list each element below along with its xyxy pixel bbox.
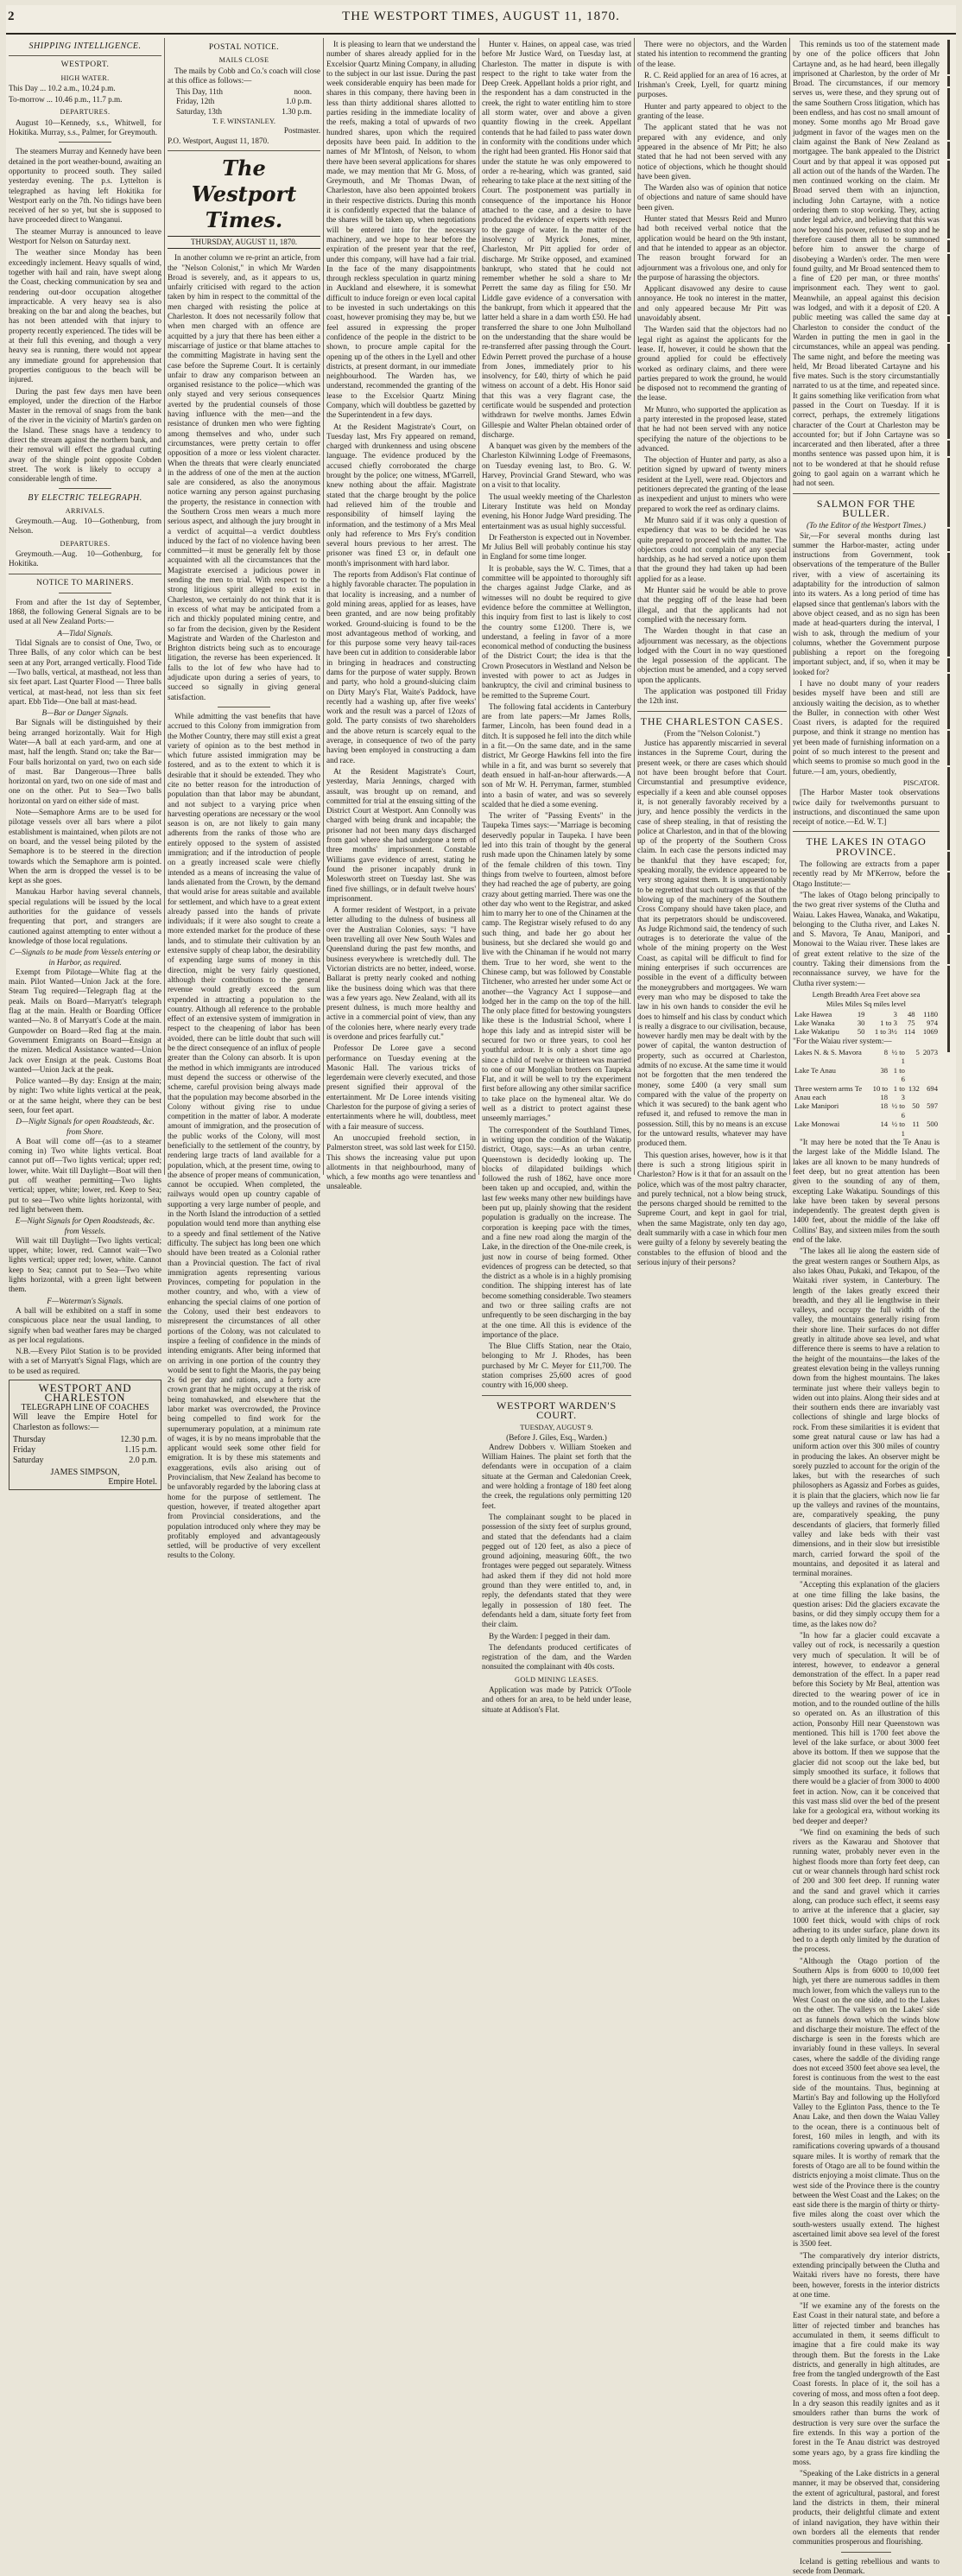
coaches-subtitle: TELEGRAPH LINE OF COACHES: [21, 1402, 149, 1412]
lakes-paragraph: "The lakes all lie along the eastern side of the great western ranges or Southern Alps, as also lakes Ohau, Pukaki, and Tekapou, of the Waitaki river system, in Canterbury. The length of the lakes greatly exceed their breadth, and they all lie lengthwise in their valleys, and occupy the full width of the valley, the mountains generally rising from their shore line. Their surfaces do not differ greatly in altitude above sea level, and what difference there is seems to have a relation to the height of the mountains—the lakes of the greatest elevation being in the valleys running down from the highest mountains. The lakes terminate just where their valleys begin to widen out into plains. Along their sides and at their southern ends there are invariably vast collections of shingle and large blocks of rock. From these similarities it is evident that some great natural cause or law has had a uniform action over this 300 miles of country in producing the lakes. An observer might be sorely puzzled to account for the origin of the lakes, but with the researches of such philosophers as Agassiz and Forbes as guides, it is plain that the glaciers, which now lie far up the valleys and ravines of the mountains, are, comparatively speaking, the puny descendants of glaciers, that formerly filled valley and lake beds with their vast dimensions, and in their slow but irresistible march, carried forward the spoil of the mountains, and deposited it as lateral and terminal moraines.: [793, 1247, 940, 1578]
binding-edge: [942, 40, 954, 1173]
divider: [9, 55, 161, 56]
coaches-title: WESTPORT AND CHARLESTON: [38, 1381, 132, 1405]
coach-time-row: Saturday 2.0 p.m.: [13, 1455, 157, 1465]
departures-heading: DEPARTURES.: [60, 108, 111, 117]
wardens-court-paragraph: Hunter stated that Messrs Reid and Munro had both received verbal notice that the application would be heard on the 9th instant, and that he intended to appear as an objector. The reason brought forward for an adjournment was a frivolous one, and only for the purpose of harassing the objectors.: [637, 214, 787, 282]
wardens-court-paragraph: There were no objectors, and the Warden stated his intention to recommend the granting of the lease.: [637, 40, 787, 68]
lakes-title: THE LAKES IN OTAGO PROVINCE.: [806, 835, 927, 858]
wardens-court-title: WESTPORT WARDEN'S COURT.: [497, 1399, 617, 1421]
table-row: Lake Te Anau 38 1 to 6: [794, 1065, 905, 1084]
port-heading: WESTPORT.: [60, 60, 110, 70]
wardens-court-paragraph: The objection of Hunter and party, as also a petition signed by upward of twenty miners resident at the Lyell, were read. Objectors and petitioners deprecated the granting of the lease as inexpedient and unjust to miners who were prepared to work the reef as ordinary claims.: [637, 455, 787, 513]
divider: [482, 1395, 631, 1396]
table-row: Lake Monowai 14 ½ to 1 11 500: [794, 1120, 938, 1138]
news-paragraph: A former resident of Westport, in a private letter alluding to the dulness of business all over the Australian Colonies, says: "I have been travelling all over New South Wales and Queensland during the past few months, and business everywhere is wretchedly dull. The Victorian districts are no better, indeed, worse. Ballarat is pretty nearly cooked and nothing like the business doing which was that there was a few years ago. New Zealand, with all its present dulness, is much more healthy and active in a commercial point of view, than any of the colonies here, where nearly every trade is overdone and prices fearfully cut.": [326, 905, 476, 1041]
postal-signature: T. F. WINSTANLEY.: [212, 117, 275, 126]
divider: [59, 488, 111, 489]
charleston-paragraph: Justice has apparently miscarried in several instances in the Supreme Court, during the present week, or there are cases which should not have been brought before that Court. Circumstantial and presumptive evidence, especially if a keen and able counsel opposes it, is not generally favorably received by a jury, and hence possibly the verdicts in the case of sheep stealing, in that of resisting the police at Charleston, and in that of the blowing up of the property of the Southern Cross claim. In each case the persons indicted may be thankful that they have escaped; for, speaking morally, the evidence appeared to be very strong against them. It is unquestionably to be regretted that such outrages as that of the blowing up of the machinery of the Southern Cross Company should have taken place, and that its perpetrators should be undiscovered. As Judge Richmond said, the tendency of such outrages is to deteriorate the value of the whole of the mining property on the West Coast, as capital will be difficult to find for mining enterprises if such occurrences are possible in the event of a difficulty between the moneygrubbers and mortgagees. We warn every man who may be disposed to take the law in his own hands to consider the evil he does to himself and his class by conduct which is really a disgrace to our civilisation, because, however hardly men may be dealt with by the power of capital, the wanton destruction of property, such as occurred at Charleston, admits of no excuse. At the same time it would not be forgotten that the men tendered the money, some £400 (a very small sum compared with the value of the property on which it was secured) to the bank agent who refused it, and refused to remove the man in possession. Still, this by no means is an excuse for the untoward results, whatever may have produced them.: [637, 739, 787, 1148]
coaches-hotel: Empire Hotel.: [108, 1477, 157, 1488]
news-paragraph: Hunter v. Haines, on appeal case, was tried before Mr Justice Ward, on Tuesday last, at Charleston. The matter in dispute is with respect to the right to take water from the Deep Creek. Appellant holds a prior right, and the respondent has a dam constructed in the creek, the right to water entitling him to store all storm water, over and above a given quantity flowing in the creek. Appellant contends that he had failed to pass water down in conformity with the conditions under which the right had been granted. His Honor said that under the statute he was only empowered to order a re-hearing, which was granted, said rehearing to take place at the next sitting of the Court. The postponement was partially in consequence of the importance his Honor attached to the case, and a desire to have produced the evidence of experts with respect to the gauge of water. In the matter of the insolvency of Myrick Jones, miner, Charleston, Mr Pitt applied for order of discharge. Mr Strike opposed, and examined bankrupt, who stated that he could not remember whether he sold a share to Mr Perrett the same day as filing for £50. Mr Liddle gave evidence of a conversation with the bankrupt, from which it appeared that the latter held a share in a dam worth £50. He had transferred the share to one John Mulholland on the understanding that the share would be re-transferred after passing through the Court. Edwin Perrett proved the purchase of a house from Jones, immediately prior to his insolvency, for £40, thirty of which he paid witness on account of a debt. His Honor said that this was a very flagrant case, the certificate would be suspended and protection withdrawn for twelve months. James Edwin Gillespie and Walter Phelan obtained order of discharge.: [482, 40, 631, 439]
news-paragraph: The usual weekly meeting of the Charleston Literary Institute was held on Monday evening, his Honor Judge Ward presiding. The entertainment was as usual highly successful.: [482, 492, 631, 530]
coaches-proprietor: JAMES SIMPSON,: [50, 1467, 120, 1477]
leader-paragraph: In another column we re-print an article, from the "Nelson Colonist," in which Mr Warden Broad is severely, and, as it appears to us, unfairly criticised with regard to the action taken by him in respect to the committal of the men charged with resisting the police at Charleston. It does not necessarily follow that when men charged with an offence are acquitted by a jury that there has been either a miscarriage of justice or that blame attaches to the committing Magistrate in having sent the case before the Supreme Court. It is certainly unfair to draw any comparison between an organised resistance to the police—which was only stayed and very serious consequences averted by the prudential counsels of those having influence with the men—and the resistance of drunken men who were fighting among themselves and who, under such circumstances, were pretty certain to offer opposition of a more or less violent character. When the threats that were clearly enunciated in the address of one of the men at the auction sale are considered, as also the anonymous notice warning any person against purchasing the property, the resistance in connection with the Southern Cross men wears a much more serious aspect, and although the jury brought in a verdict of acquittal—a verdict doubtless induced by the fact of no violence having been committed—it must be generally felt by those acquainted with all the circumstances that the Magistrate exercised a judicious power in sending the men to trial. With respect to the strong litigious spirit alleged to exist in Charleston, we certainly do not think that it is in excess of what may be anticipated from a rich and thickly populated mining centre, and so far from the decision, given by the Resident Magistrate and Warden of the Charleston and Brighton districts being such as to encourage litigation, the reverse has been experienced. It falls to the lot of few who have had to adjudicate upon during a series of years, to succeed so signally in giving general satisfaction.: [168, 253, 320, 701]
wardens-court-paragraph: Hunter and party appeared to object to the granting of the lease.: [637, 101, 787, 121]
wardens-court-before: (Before J. Giles, Esq., Warden.): [506, 1432, 607, 1442]
table-row: Lake Wakatipu 50 1 to 3½ 114 1069: [794, 1027, 938, 1037]
leader-paragraph: While admitting the vast benefits that have accrued to this Colony from immigration from the Mother Country, there may still exist a great variety of opinion as to the best method in which future assisted immigration may be fostered, and as to the extent to which it is desirable that it should be extended. They who cite no better reason for the introduction of population than that labor may be abundant, and not subject to a varying price when harvesting operations are necessary or the wool season is on, are not likely to gain many adherents from the ranks of those who are entirely opposed to the system of assisted immigration; and if the introduction of people on a greatly increased scale were chiefly intended as a means of increasing the value of lands alienated from the Crown, by the demand that would arise for areas suitable and available for settlement, and which have to a great extent already passed into the hands of private individuals; if it were also sought to create a more extended market for the produce of these lands, and to stimulate their cultivation by an extensive supply of cheap labor, the desirability of expending large sums of money in this direction, might be very fairly questioned, although their contributions to the general revenue would greatly exceed the sum expended in attracting a population to the country. Although all reference to the probable effect of an extensive system of immigration in respect to the cheapening of labor has been avoided, there can be little doubt that such will be the direct consequence of an influx of people greater than the Colony can absorb. It is upon the method in which immigrants are introduced must depend the success or otherwise of the scheme, careful provision being always made that the population may become absorbed in the Colony without giving rise to undue competition in the matter of labor. A moderate amount of immigration, and the prosecution of the public works of the Colony, will most beneficially to the settlement of the country, by rendering large tracts of land available for a population, which, at the present time, owing to the absence of proper means of communication, cannot be occupied. When completed, the railways would open up country capable of supporting a very large number of people, and in the North Island the introduction of a settled population would tend more than anything else to a speedy and final settlement of the Native difficulty. The subject has long been one which should have been treated as a Colonial rather than a Provincial question. The fact of rival immigration agents representing various Provinces, competing for population in the mother country, and who, with a view of enhancing the special claims of one portion of the Colony, used their best endeavors to misrepresent the circumstances of all other portions of the Colony, was not calculated to inspire a feeling of confidence in the minds of intending emigrants. After being informed that on arriving in one portion of the country they would be sent to fight the Maoris, the pay being 2s 6d per day and rations, and a forty acre crown grant that he might occupy at the risk of being tomahawked, and elsewhere that the labor market was overcrowded, the Province being compelled to find work for the supernumerary population, at a minimum rate of wages, it is by no means improbable that the applicant would seek some other field for emigration. It is by these mis statements and exaggerations, evils also arising out of Provincialism, that New Zealand has become to be unfavorably regarded by the laboring class at home for the purpose of settlement. The question, however, if treated altogether apart from Provincial considerations, and the population introduced only where they may be profitably employed and advantageously settled, will be productive of very excellent results to the Colony.: [168, 711, 320, 1560]
mariners-police: Police wanted—By day: Ensign at the main; by night: Two white lights vertical at the peak, or at the same height, where they can be best seen, four feet apart.: [9, 1076, 161, 1114]
lakes-paragraph: "The comparatively dry interior districts, extending principally between the Clutha and Waitaki rivers have no forests, there have been, however, forests in the interior districts at one time.: [793, 2250, 940, 2299]
lakes-paragraph: "It may here be noted that the Te Anau is the largest lake of the Middle Island. The lakes are all known to be many hundreds of feet deep, but no great attention has been given to the sounding of any of them, excepting Lake Wakatipu. Soundings of this lake have been taken by several persons independently. The greatest depth given is 1400 feet, about the middle of the lake off Collins' Bay, and sixteen miles from the south end of the lake.: [793, 1138, 940, 1245]
mariners-intro: From and after the 1st day of September, 1868, the following General Signals are to be used at all New Zealand Ports:—: [9, 597, 161, 626]
leader-dateline: THURSDAY, AUGUST 11, 1870.: [168, 236, 320, 249]
news-paragraph: It is probable, says the W. C. Times, that a committee will be appointed to thoroughly sift the charges against Judge Clarke, and as witnesses will no doubt be required to give evidence before the committee at Wellington, this inquiry from first to last is likely to cost the country some £1200. There is, we understand, a feeling in favor of a more economical method of conducting the business of the District Court; the idea is that the Crown Prosecutors in Westland and Nelson be invested with power to act as Judges in bankruptcy, the civil and criminal business to be remitted to the Supreme Court.: [482, 563, 631, 700]
masthead-title: THE WESTPORT TIMES, AUGUST 11, 1870.: [342, 10, 620, 23]
charleston-paragraph: This reminds us too of the statement made by one of the police officers that John Cartayne and, as he had heard, been illegally imprisoned at Charleston, by the order of Mr Broad. The circumstances, if our memory serves us, were these, and they sprung out of the same Southern Cross litigation, which has been endless, and has cost no small amount of money. Some months ago Mr Broad gave judgment in favor of the wages men on the claim against the Bank of New Zealand as mortgagee. The bank appealed to the District Court and by that appeal it was opposed put all action out of the hands of the Warden. The men continued working on the claim. Mr Broad served them with an injunction, including John Cartayne, with a notice ordering them to stop working. They, acting under legal advice, and believing that this was now beyond his power, refused to stop and he therefore caused them all to be summoned before him to answer the charge of disobeying a Warden's order. The men were found guilty, and Mr Broad sentenced them to a fine of £20 per man, or three months' imprisonment each. They went to gaol. Meanwhile, an appeal against this decision was lodged, and with it a deposit of £20. A public meeting was called the same day at Charleston to consider the conduct of the Warden in putting the men in gaol in the circumstances, while an appeal was pending. The same night, and before the meeting was held, Mr Broad liberated Cartayne and his five mates. Such is the story circumstantially narrated to us at the time, and repeated since. It gains something like verification from what passed in the Court on Tuesday. If it is correct, perhaps, the extremely litigations character of the Court at Charleston may be accounted for; but if John Cartayne was so incarcerated and then liberated, after a three months sentence was passed upon him, it is not to be wondered at that he should refuse going to gaol again on a warrant which he had not seen.: [793, 40, 940, 488]
iceland-paragraph: Iceland is getting rebellious and wants to secede from Denmark.: [793, 2556, 940, 2575]
lakes-table-header: Length Breadth Area Feet above sea: [812, 989, 921, 999]
lakes-paragraph: "If we examine any of the forests on the East Coast in their natural state, and before a litter of rejected timber and branches has accumulated in them, it seems difficult to imagine that a fire could make its way through them. But the forests in the Lake districts, and generally in high altitudes, are free from the tangled undergrowth of the East Coast forests. In place of it, the soil has a covering of moss, and moss often a foot deep. In a dry season this readily ignites and as it smoulders rather than burns the work of destruction is very sure over the surface the fire extends. In this way a portion of the forest in the Te Anau district was destroyed some years ago, by a grass fire kindling the moss.: [793, 2301, 940, 2466]
postal-time-row: Saturday, 13th 1.30 p.m.: [176, 106, 312, 116]
lakes-waiau-label: "For the Waiau river system:—: [793, 1036, 892, 1045]
wardens-court-paragraph: Mr Hunter said he would be able to prove that the pegging off of the lease had been illegal, and that the applicants had not complied with the necessary form.: [637, 586, 787, 624]
high-water-today: This Day ... 10.2 a.m., 10.24 p.m.: [9, 83, 116, 92]
divider: [637, 711, 787, 712]
gold-leases-heading: GOLD MINING LEASES.: [515, 1675, 598, 1684]
lakes-table-units: Miles Miles Sq miles level: [826, 999, 907, 1009]
wardens-court-paragraph: R. C. Reid applied for an area of 16 acres, at Irishman's Creek, Lyell, for quartz mining purposes.: [637, 70, 787, 99]
telegraph-departures-text: Greymouth.—Aug. 10—Gothenburg, for Hokitika.: [9, 549, 161, 568]
high-water-heading: HIGH WATER.: [60, 73, 110, 82]
coach-time-row: Friday 1.15 p.m.: [13, 1444, 157, 1455]
mariners-nb: N.B.—Every Pilot Station is to be provided with a set of Marryatt's Signal Flags, which are to be used as required.: [9, 1347, 161, 1375]
divider: [793, 493, 940, 494]
coaches-advertisement: [9, 1380, 161, 1490]
salmon-to-editor: (To the Editor of the Westport Times.): [807, 521, 926, 530]
lakes-paragraph: The following are extracts from a paper recently read by Mr M'Kerrow, before the Otago Institute:—: [793, 860, 940, 888]
mariners-note: Note—Semaphore Arms are to be used for pilotage vessels over all bars where a pilot establishment is maintained, when pilots are not on board, and the vessel being piloted by the Semaphore is to be steered in the direction towards which the Semaphore arm is pointed. When the arm is dropped the vessel is to be kept as she goes.: [9, 808, 161, 885]
divider: [59, 142, 111, 143]
column-3: [324, 40, 478, 1191]
wardens-court-paragraph: By the Warden: I pegged in their dam.: [489, 1631, 611, 1640]
column-2: [165, 40, 323, 1560]
salmon-paragraph: I have no doubt many of your readers besides myself have been and still are anxiously waiting the decision, as to whether the Buller, in connection with other West Coast rivers, is adapted for the required purpose, and think it strange no mention has yet been made of furnishing information on a point of so much interest to the present and which seems to promise so much good in the future.—I am, yours, obediently,: [793, 679, 940, 776]
mariners-c-text: Exempt from Pilotage—White flag at the main. Pilot Wanted—Union Jack at the fore. Steam Tug required—Telegraph flag at the peak. Mails on Board—Marryatt's telegraph flag at the main. Health or Boarding Officer wanted—No. 8 of Marryatt's Code at the main. Gunpowder on Board—Red flag at the main. Government Emigrants on Board—Ensign at the mizen. Medical Assistance wanted—Union Jack over Ensign at the peak. Customs Boat wanted—Union Jack at the peak.: [9, 967, 161, 1074]
telegraph-heading: BY ELECTRIC TELEGRAPH.: [28, 493, 142, 504]
news-paragraph: It is pleasing to learn that we understand the number of shares already applied for in the Excelsior Quartz Mining Company, in alluding to the subject in our last issue. During the past week considerable enquiry has been made for shares in this company, there having been in less than thirty additional shares allotted to parties residing in the immediate locality of the reefs, making a total of upwards of two hundred shares, upon which the required deposits have been paid. In addition to the names of Mr M'Intosh, of Nelson, to whom there have been several applications for shares made, we may mention that Mr G. Moss, of Greymouth, and Mr Thomas Dwan, of Charleston, have also been appointed brokers in their respective districts. During this month it is confidently expected that the balance of the shares will be taken up, when negotiations will be entered into for the necessary machinery, and we hope to hear before the expiration of the present year that the reef, under this company, will have had a fair trial. In the face of the many disappointments through reckless speculation in quartz mining in Auckland and elsewhere, it is somewhat difficult to induce foreign or even local capital to be invested in such undertakings on this coast, however promising they may be, but we feel assured in expressing the proper confidence of the people in the district to be shown, to procure ample capital for the opening up of the others in the Lyell and other districts, at present dormant, in our immediate neighbourhood. The Warden has, we understand, recommended the granting of the lease to the Excelsior Quartz Mining Company, which will doubtless be gazetted by the Superintendent in a few days.: [326, 40, 476, 420]
shipping-paragraph: The weather since Monday has been exceedingly inclement. Heavy squalls of wind, together with hail and rain, have swept along the Coast, checking communication by sea and rendering out-door occupation altogether impracticable. A very heavy sea is also breaking on the bar and along the beaches, but has not been attended with that injury to property recently experienced. The tides will be at their full this evening, and though a very heavy sea is running, there would not appear any immediate ground for apprehension that properties contiguous to the beach will be injured.: [9, 248, 161, 384]
paper-name: The Westport Times.: [191, 155, 297, 232]
lakes-paragraph: "Speaking of the Lake districts in a general manner, it may be observed that, considering the extent of agricultural, pastoral, and forest land the districts in them, their mineral products, their delightful climate and extent of inland navigation, they have within their own borders all the elements that render communities prosperous and flourishing.: [793, 2469, 940, 2547]
shipping-heading: SHIPPING INTELLIGENCE.: [28, 41, 142, 51]
masthead: [6, 7, 956, 35]
table-row: Lake Hawea 19 3 48 1180: [794, 1009, 938, 1018]
shipping-paragraph: During the past few days men have been employed, under the direction of the Harbor Master in the removal of snags from the bank of the river in the vicinity of Martin's garden on the Island. These snags have a tendency to direct the stream against the northern bank, and their removal will effect the gradual cutting away of the shingle point opposite Cobden street. The work is likely to occupy a considerable length of time.: [9, 386, 161, 484]
table-row: Lake Wanaka 30 1 to 3 75 974: [794, 1018, 938, 1027]
telegraph-arrivals-heading: ARRIVALS.: [65, 506, 105, 515]
coach-time-row: Thursday 12.30 p.m.: [13, 1434, 157, 1444]
wardens-court-paragraph: Andrew Dobbers v. William Stoeken and William Haines. The plaint set forth that the defendants were in occupation of a claim situate at the German and Caledonian Creek, and were holding a frontage of 180 feet along the creek, the regulations only permitting 120 feet.: [482, 1442, 631, 1510]
wardens-court-date: TUESDAY, AUGUST 9.: [520, 1423, 593, 1432]
news-paragraph: The reports from Addison's Flat continue of a highly favorable character. The population in that locality is increasing, and a number of gold mining areas, applied for as leases, have been granted, and are now being profitably worked. Ground-sluicing is found to be the most advantageous method of working, and for this purpose some very heavy tail-races have been cut in addition to considerable labor in bringing in headraces and constructing dams for the purpose of water supply. Brown and party, who hold a ground-sluicing claim on Dirty Mary's Flat, Waite's Paddock, have recently had a washing up, after five weeks' work and the result was a parcel of 12ozs of gold. The party consists of two shareholders and the above return is scarcely equal to the average, in consequence of two of the party having been employed in constructing a dam and race.: [326, 570, 476, 765]
postal-time-row: This Day, 11th noon.: [176, 87, 312, 97]
mariners-a-text: Tidal Signals are to consist of One, Two, or Three Balls, of any color which can be best seen at any Port, arranged vertically. Flood Tide—Two balls, vertical, at masthead, not less than six feet apart. Last Quarter Flood — Three balls vertical, at mast-head, not less than six feet apart. Ebb Tide—One ball at mast-head.: [9, 638, 161, 706]
wardens-court-paragraph: The Warden thought in that case an adjournment was necessary, as the objections lodged with the Court in no way questioned the legal possession of the applicant. The objection must be amended, and a copy served upon the applicants.: [637, 626, 787, 684]
mariners-d-title: D—Night Signals for open Roadsteads, &c. from Shore.: [16, 1117, 155, 1136]
mariners-f-title: F—Waterman's Signals.: [47, 1296, 123, 1305]
wardens-court-paragraph: The Warden said that the objectors had no legal right as against the applicants for the lease. If, however, it could be shown that the ground applied for could be effectively worked as ordinary claims, and there were parties prepared to work the ground, he would be disposed not to recommend the granting of the lease.: [637, 325, 787, 403]
table-row: Lakes N. & S. Mavora 8 ½ to 1 5 2073: [794, 1048, 938, 1066]
salmon-paragraph: Sir,—For several months during last summer the Harbor-master, acting under instructions from Government, took observations of the temperature of the Buller river, with a view of ascertaining its adaptability for the introduction of salmon into its waters. As a long period of time has elapsed since that gentleman's labors with the above object ceased, and as no sign has been made at head-quarters during the interval, I wish to ask, through the medium of your columns, whether the Government purpose publishing a report on the foregoing important subject, and, if so, when it may be looked for?: [793, 530, 940, 676]
wardens-court-paragraph: Application was made by Patrick O'Toole and others for an area, to be held under lease, situate at Addison's Flat.: [482, 1685, 631, 1714]
mariners-manukau: Manukau Harbor having several channels, special regulations will be issued by the local authorities for the guidance of vessels frequenting that port, and strangers are cautioned against attempting to enter without a knowledge of those local regulations.: [9, 887, 161, 945]
column-4: [479, 40, 634, 1714]
table-row: Three western arms Te Anau each 10 to 18 1 to 3 132 694: [794, 1083, 938, 1102]
high-water-tomorrow: To-morrow ... 10.46 p.m., 11.7 p.m.: [9, 95, 123, 105]
news-paragraph: At the Resident Magistrate's Court, yesterday, Maria Jennings, charged with assault, was brought up on remand, and committed for trial at the ensuing sitting of the District Court at Westport. Ann Connolly was charged with being drunk and incapable; the prisoner had not been many days discharged from gaol where she had undergone a term of three months' imprisonment. Constable Williams gave evidence of arrest, stating he found the prisoner incapably drunk in Molesworth street on Tuesday last. She was fined five shillings, or in default twelve hours' imprisonment.: [326, 766, 476, 903]
wardens-court-paragraph: The Warden also was of opinion that notice of objections and nature of same should have been given.: [637, 183, 787, 212]
newspaper-page: [6, 5, 956, 2575]
postal-time-row: Friday, 12th 1.0 p.m.: [176, 97, 312, 106]
news-paragraph: The following fatal accidents in Canterbury are from late papers:—Mr James Rolls, farmer, Lincoln, has been found dead in a ditch. It is supposed he fell into the ditch while in a fit.—On the same date, and in the same district, Mr George Hawkins fell into the fire while in a fit, and was burnt so severely that death ensued in half-an-hour afterwards.—A son of Mr W. H. Perryman, farmer, stumbled into a basin of water, and was so severely scalded that he died a some evening.: [482, 701, 631, 809]
page-number: 2: [8, 10, 15, 23]
mariners-b-text: Bar Signals will be distinguished by their being arranged horizontally. Wait for High Water—A ball at each yard-arm, and one at mast, half the length. Stand on; take the Bar—Four balls horizontal on yard, two on each side of mast. Bar Dangerous—Three balls horizontal on yard, two on one side of mast and one on the other. Put to Sea—Two balls horizontal on yard on either side of mast.: [9, 718, 161, 805]
mariners-e-title: E—Night Signals for Open Roadsteads, &c. from Vessels.: [15, 1216, 155, 1235]
news-paragraph: The Blue Cliffs Station, near the Otaio, belonging to Mr J. Rhodes, has been purchased by Mr C. Meyer for £11,700. The station comprises 25,600 acres of good country with 16,000 sheep.: [482, 1342, 631, 1390]
departures-text: August 10—Kennedy, s.s., Whitwell, for Hokitika. Murray, s.s., Palmer, for Greymouth.: [9, 117, 161, 137]
telegraph-arrivals-text: Greymouth.—Aug. 10—Gothenburg, from Nelson.: [9, 517, 161, 536]
salmon-title: SALMON FOR THE BULLER.: [816, 497, 916, 519]
wardens-court-paragraph: Mr Munro said if it was only a question of expediency that was to be decided he was quite prepared to proceed with the matter. The objectors could not complain of any special hardship, as he had served a notice upon them that the ground they had taken up had been applied for as a lease.: [637, 515, 787, 583]
lakes-paragraph: "Accepting this explanation of the glaciers at one time filling the lake basins, the question arises: Did the glaciers excavate the basins, or did they simply occupy them for a time, as the lakes now do?: [793, 1580, 940, 1628]
column-6: [790, 40, 942, 2575]
mariners-e-text: Will wait till Daylight—Two lights vertical; upper, white; lower, red. Cannot wait—Two lights vertical; upper red; lower, white. Cannot keep to Sea; cannot put to Sea—Two white lights horizontal, with a green light between them.: [9, 1235, 161, 1294]
news-paragraph: Professor De Loree gave a second performance on Tuesday evening at the Masonic Hall. The various tricks of legerdemain were cleverly executed, and those present signified their approval of the entertainment. Mr De Loree intends visiting Charleston for the purpose of giving a series of entertainments where he will, doubtless, meet with a fair measure of success.: [326, 1044, 476, 1131]
wardens-court-paragraph: The complainant sought to be placed in possession of the sixty feet of surplus ground, and stated that the defendants had a claim pegged out of 120 feet, as also a piece of ground adjoining, measuring 60ft., the two frontages were pegged out separately. Witness had asked them if they did not hold more ground than they were entitled to, and, in reply, the defendants stated that they were legally in possession of 180 feet. The defendants held a dam, situate forty feet from their claim.: [482, 1512, 631, 1629]
mariners-c-title: C—Signals to be made from Vessels entering or in Harbor, as required.: [9, 948, 161, 967]
news-paragraph: The writer of "Passing Events" in the Taupeka Times says:—"Marriage is becoming deservedly popular in Taupeka. I have been led into this train of thought by the general rush made upon the Chinamen lately by some of the female children of this town. Tiny things from twelve to fourteen, almost before they had reached the age of puberty, are going crazy about getting married. There was one the other day who went to the Registrar, and asked him to marry her to one of the Chinamen at the camp. The Registrar wisely refused to do any such thing, and bade her go about her business, but she declared she would go and live with the Chinaman if he would not marry them. True to her word, she went to the Chinese camp, but was followed by Constable Titchener, who arrested her under some Act or another—the Vagrancy Act I suppose—and lodged her in the camp on the top of the hill. The only place fitted for bestowing youngsters like these is the Industrial School, where I hope this lady and as intrepid sister will be secured for two or three years, to cool her youthful ardour. It is only a short time ago since a child of twelve or thirteen was married to one of our Mongolian brothers on Taupeka Flat, and it will be well to try the experiment first before allowing any other similar sacrifice to take place on the hymeneal altar. We do well as a district to protect against these unseemly marriages.": [482, 811, 631, 1123]
lakes-paragraph: "Although the Otago portion of the Southern Alps is from 6000 to 10,000 feet high, yet there are numerous saddles in them much lower, from which the valleys run to the West Coast on the one side, and to the Lakes on the other. The valleys on the Lakes' side act as funnels down which the winds blow and discharge their moisture. The effect of the discharge is seen in the forests which are invariably found in these valleys. In several cases, where the saddle of the dividing range does not exceed 3500 feet above sea level, the forest is continuous from the west to the east side of the mountains. Thus, beginning at Martin's Bay and following up the Hollyford Valley to the Eglinton Pass, thence to the Te Anau Lake, and then down the Waiau Valley to the ocean, there is a continuous belt of forest, 160 miles in length, and with its ramifications covering upwards of a thousand square miles. It is worthy of remark that the forests of Otago are all to be found within the districts enjoying a moist climate. Thus on the west side of the Province there is the country between the West Coast and the Lakes; on the east side there is the margin of thirty or thirty-five miles along the coast over which the south-westers usually extend. The highest ascertained limit above sea level of the forest is 3500 feet.: [793, 1956, 940, 2249]
table-row: Lake Manipori 18 ½ to 6 50 597: [794, 1101, 938, 1120]
postal-role: Postmaster.: [283, 126, 320, 136]
news-paragraph: A banquet was given by the members of the Charleston Kilwinning Lodge of Freemasons, on Tuesday evening last, to Bro. G. W. Harvey, Provincial Grand Steward, who was on a visit to that locality.: [482, 441, 631, 490]
divider: [841, 2552, 891, 2553]
wardens-court-paragraph: The applicant stated that he was not prepared with any evidence, and only appeared in the absence of Mr Pitt; he also stated that he had not been served with any notice of objections, which he thought should have been given.: [637, 123, 787, 181]
lakes-paragraph: "In how far a glacier could excavate a valley out of rock, is necessarily a question very much of speculation. It will be of interest, however, to endeavor a general demonstration of the effect. In a paper read before this Society by Mr Beal, attention was directed to the wearing power of ice in motion, and to the rounded outline of the hills so operated on. As an illustration of this action, Ponsonby Hill near Queenstown was mentioned. This hill is 1700 feet above the level of the lake surface, or about 3000 feet above its bottom. If then we suppose that the glacier did not scoop out the lake bed, but simply smoothed its surface, it follows that there would be a glacier of from 3000 to 4000 feet in action. Now, can it be conceived that this vast mass slid over the bed of the present lake for a geological era, without working its bed deeper and deeper?: [793, 1630, 940, 1825]
postal-intro: The mails by Cobb and Co.'s coach will close at this office as follows:—: [168, 66, 320, 85]
divider: [168, 150, 320, 151]
salmon-signature: PISCATOR.: [902, 777, 940, 787]
news-paragraph: An unoccupied freehold section, in Palmerston street, was sold last week for £150. This shows the increasing value put upon allotments in that neighbourhood, many of which, a few months ago were tenantless and unsaleable.: [326, 1133, 476, 1191]
coaches-intro: Will leave the Empire Hotel for Charleston as follows:—: [13, 1412, 157, 1432]
charleston-title: THE CHARLESTON CASES.: [640, 714, 784, 727]
mails-close-heading: MAILS CLOSE: [218, 56, 269, 65]
mariners-b-title: B—Bar or Danger Signals.: [41, 708, 129, 718]
column-1: [6, 40, 164, 1488]
wardens-court-paragraph: The application was postponed till Friday the 12th inst.: [637, 687, 787, 706]
shipping-paragraph: The steamers Murray and Kennedy have been detained in the port weather-bound, awaiting an opportunity to proceed south. They sailed yesterday evening. The p.s. Lyttelton is telegraphed as having left Hokitika for Westport early on the 7th. No tidings have been received of her so yet, but she is supposed to have proceeded direct to Wanganui.: [9, 147, 161, 225]
mariners-a-title: A—Tidal Signals.: [57, 628, 113, 638]
shipping-paragraph: The steamer Murray is announced to leave Westport for Nelson on Saturday next.: [9, 226, 161, 246]
salmon-editor-note: [The Harbor Master took observations twice daily for twelvemonths pursuant to instructions, and discontinued the same upon receipt of notice.—Ed. W. T.]: [793, 788, 940, 827]
postal-place-date: P.O. Westport, August 11, 1870.: [168, 136, 269, 145]
news-paragraph: The correspondent of the Southland Times, in writing upon the condition of the Wakatip district, Otago, says:—As an urban centre, Queenstown is decidedly looking up. The blocks of dilapidated buildings which followed the rush of 1862, have once more been taken up and occupied, and, within the last few weeks many other new buildings have been put up, plainly showing that the resident population is gradually on the increase. The corporation is keeping pace with the times, and a fine new road along the margin of the Lake, in the direction of the One-mile creek, is just now in course of being formed. Other evidences of progress can be detected, so that the district as a whole is in a highly promising condition. The shipping interest has of late become something considerable. Two steamers and two or three sailing crafts are not unfrequently to be seen discharging in the bay at the one time. All this is evidence of the importance of the place.: [482, 1125, 631, 1339]
lakes-paragraph: "The lakes of Otago belong principally to the two great river systems of the Clutha and Waiau. Lakes Hawea, Wanaka, and Wakatipu, belonging to the Clutha river, and Lakes N. and S. Mavora, Te Anau, Manipori, and Monowai to the Waiau river. These lakes are of great extent relative to the size of the country. Taking their dimensions from the reconnaissance survey, we have for the Clutha river system:—: [793, 890, 940, 987]
mariners-d-text: A Boat will come off—(as to a steamer coming in) Two white lights vertical. Boat cannot put off—Two lights vertical; upper red; lower, white. Wait till Daylight—Boat will then put off weather permitting—Two lights vertical; upper, white; lower, red. Keep to Sea; put to sea—Two white lights horizontal, with red light between them.: [9, 1136, 161, 1214]
wardens-court-paragraph: Mr Munro, who supported the application as a party interested in the proposed lease, stated that he had not been served with any notice specifying the nature of the objections to be advanced.: [637, 404, 787, 453]
news-paragraph: Dr Featherston is expected out in November. Mr Julius Bell will probably continue his stay in England for some time longer.: [482, 532, 631, 562]
column-5: [635, 40, 789, 1266]
charleston-source: (From the "Nelson Colonist."): [663, 728, 761, 738]
mariners-heading: NOTICE TO MARINERS.: [36, 578, 134, 587]
mariners-f-text: A ball will be exhibited on a staff in some conspicuous place near the usual landing, to signify when bad weather fares may be charged as per local regulations.: [9, 1305, 161, 1344]
charleston-paragraph: This question arises, however, how is it that there is such a strong litigious spirit in Charleston? How is it that for an assault on the police, which was of the most paltry character, and purely technical, not a blow being struck, the persons charged should be remitted to the Supreme Court, and kept in gaol for trial, when the same Magistrate, only ten day ago, dealt summarily with a case in which four men were guilty of a felony by severely beating the constables to the effusion of blood and the serious injury of their persons?: [637, 1150, 787, 1266]
wardens-court-paragraph: Applicant disavowed any desire to cause annoyance. He took no interest in the matter, and only appeared because Mr Pitt was unavoidably absent.: [637, 284, 787, 323]
lakes-paragraph: "We find on examining the beds of such rivers as the Kawarau and Shotover that running water, probably never even in the highest floods more than forty feet deep, can cut or wear channels through hard schist rock of 200 and 300 feet deep. If running water and the sand and gravel which it carries along, can produce such effect, it seems easy to arrive at the inference that a glacier, say 1000 feet thick, would with chips of rock adhering to its under surface, plane down its bed to a depth only limited by the duration of the process.: [793, 1827, 940, 1954]
telegraph-departures-heading: DEPARTURES.: [60, 539, 111, 548]
lakes-table-clutha: [793, 1010, 940, 1037]
wardens-court-paragraph: The defendants produced certificates of registration of the dam, and the Warden nonsuited the complainant with 40s costs.: [482, 1642, 631, 1672]
postal-heading: POSTAL NOTICE.: [208, 43, 280, 52]
lakes-table-waiau: [793, 1048, 940, 1138]
divider: [793, 831, 940, 832]
news-paragraph: At the Resident Magistrate's Court, on Tuesday last, Mrs Fry appeared on remand, charged with drunkenness and using obscene language. The evidence produced by the accused chiefly corroborated the charge brought by the police; one witness, M'Garrell, knew nothing about the affair. Magistrate stated that the charge brought by the police had relieved him of the trouble and responsibility of himself laying the information, and the testimony of a Mrs Meal only had reference to Mrs Fry's condition several hours previous to her arrest. The prisoner was fined £3 or, in default one month's imprisonment with hard labor.: [326, 422, 476, 568]
